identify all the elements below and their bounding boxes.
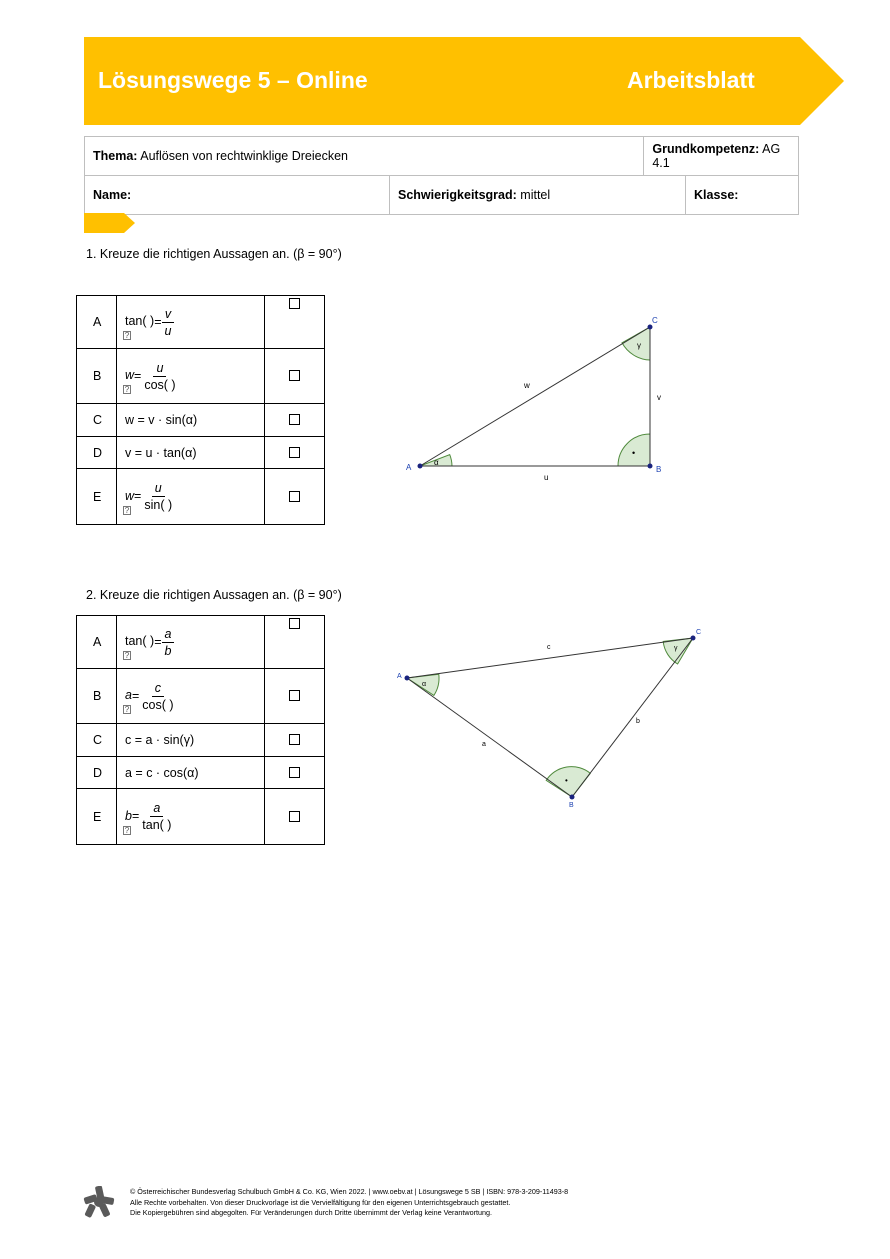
missing-glyph-icon: ? <box>124 385 130 395</box>
formula-cell: a = c · cos(α) <box>117 757 265 789</box>
vertex-b-point <box>570 795 575 800</box>
side-c-label: c <box>547 644 551 651</box>
thema-cell: Thema: Auflösen von rechtwinklige Dreiecken <box>85 137 644 176</box>
formula-cell: w ? = $\frac{u}{\sin( )}$ <box>117 469 265 525</box>
table-row <box>77 437 325 469</box>
row-letter: A <box>77 296 117 349</box>
answer-checkbox[interactable] <box>265 669 325 724</box>
table-row <box>77 616 325 669</box>
section-tab-arrow <box>84 213 136 233</box>
task1-table <box>76 295 325 525</box>
row-letter: E <box>77 469 117 525</box>
missing-glyph-icon: ? <box>124 331 130 341</box>
side-a-line <box>407 678 572 797</box>
vertex-b-point <box>648 464 653 469</box>
answer-checkbox[interactable] <box>265 349 325 404</box>
banner-doc-type: Arbeitsblatt <box>627 67 755 93</box>
missing-glyph-icon: ? <box>124 651 130 661</box>
right-angle-dot: • <box>565 776 568 785</box>
side-w-line <box>420 327 650 466</box>
row-letter: E <box>77 789 117 845</box>
table-row <box>77 789 325 845</box>
footer-line: Die Kopiergebühren sind abgegolten. Für Veränderungen durch Dritte übernimmt der Verlag keine Verantwortung. <box>130 1208 492 1217</box>
answer-checkbox[interactable] <box>265 724 325 757</box>
formula-cell: tan( ) ? = $\frac{v}{u}$ <box>117 296 265 349</box>
footer-line: Alle Rechte vorbehalten. Von dieser Druckvorlage ist die Vervielfältigung für den eigenen Unterrichtsgebrauch gestattet. <box>130 1197 511 1207</box>
row-letter: D <box>77 757 117 789</box>
table-row <box>77 349 325 404</box>
missing-glyph-icon: ? <box>124 825 130 835</box>
table-row <box>77 724 325 757</box>
angle-alpha-label: α <box>434 458 439 467</box>
publisher-logo-icon <box>82 1186 116 1218</box>
side-u-label: u <box>544 473 549 482</box>
formula-cell: w = v · sin(α) <box>117 404 265 437</box>
formula-cell: tan( ) ? = $\frac{a}{b}$ <box>117 616 265 669</box>
angle-gamma-arc <box>622 327 650 360</box>
side-w-label: w <box>524 381 530 390</box>
vertex-b-label: B <box>569 802 574 809</box>
row-letter: D <box>77 437 117 469</box>
triangle1-diagram <box>400 310 680 490</box>
formula-cell: v = u · tan(α) <box>117 437 265 469</box>
vertex-c-label: C <box>696 629 702 636</box>
side-a-label: a <box>482 741 486 748</box>
answer-checkbox[interactable] <box>265 469 325 525</box>
missing-glyph-icon: ? <box>124 705 130 715</box>
table-row <box>77 757 325 789</box>
vertex-b-label: B <box>656 465 662 474</box>
angle-gamma-label: γ <box>674 645 678 652</box>
right-angle-dot: • <box>632 448 636 458</box>
vertex-c-point <box>648 325 653 330</box>
row-letter: C <box>77 724 117 757</box>
header-banner <box>84 37 844 125</box>
side-b-label: b <box>636 718 640 725</box>
footer-line: © Österreichischer Bundesverlag Schulbuch GmbH & Co. KG, Wien 2022. | www.oebv.at | Lösungswege 5 SB | ISBN: 978-3-209-11493-8 <box>130 1187 569 1196</box>
footer-text <box>130 1187 568 1219</box>
banner-title: Lösungswege 5 – Online <box>98 67 368 93</box>
answer-checkbox[interactable] <box>265 404 325 437</box>
formula-cell: b ? = $\frac{a}{\tan( )}$ <box>117 789 265 845</box>
task2-table <box>76 615 325 845</box>
answer-checkbox[interactable] <box>265 757 325 789</box>
vertex-c-label: C <box>652 316 658 325</box>
schwierigkeit-cell: Schwierigkeitsgrad: mittel <box>390 176 686 215</box>
missing-glyph-icon: ? <box>124 505 130 515</box>
table-row <box>77 296 325 349</box>
side-v-label: v <box>657 393 661 402</box>
vertex-a-point <box>405 676 410 681</box>
formula-cell: w ? = $\frac{u}{\cos( )}$ <box>117 349 265 404</box>
answer-checkbox[interactable] <box>265 789 325 845</box>
vertex-a-point <box>418 464 423 469</box>
row-letter: C <box>77 404 117 437</box>
table-row <box>77 404 325 437</box>
task2-prompt: 2. Kreuze die richtigen Aussagen an. (β = 90°) <box>86 588 342 602</box>
row-letter: B <box>77 669 117 724</box>
vertex-c-point <box>691 636 696 641</box>
side-b-line <box>572 638 693 797</box>
answer-checkbox[interactable] <box>265 296 325 349</box>
formula-cell: c = a · sin(γ) <box>117 724 265 757</box>
vertex-a-label: A <box>406 463 412 472</box>
row-letter: B <box>77 349 117 404</box>
answer-checkbox[interactable] <box>265 437 325 469</box>
klasse-cell: Klasse: <box>686 176 799 215</box>
table-row <box>77 669 325 724</box>
triangle2-diagram <box>390 620 720 820</box>
angle-alpha-label: α <box>422 681 427 688</box>
angle-gamma-label: γ <box>637 341 641 350</box>
vertex-a-label: A <box>397 673 402 680</box>
grundkompetenz-cell: Grundkompetenz: AG 4.1 <box>644 137 799 176</box>
name-cell: Name: <box>85 176 390 215</box>
answer-checkbox[interactable] <box>265 616 325 669</box>
info-table <box>84 136 799 215</box>
formula-cell: a ? = $\frac{c}{\cos( )}$ <box>117 669 265 724</box>
task1-prompt: 1. Kreuze die richtigen Aussagen an. (β = 90°) <box>86 247 342 261</box>
row-letter: A <box>77 616 117 669</box>
table-row <box>77 469 325 525</box>
